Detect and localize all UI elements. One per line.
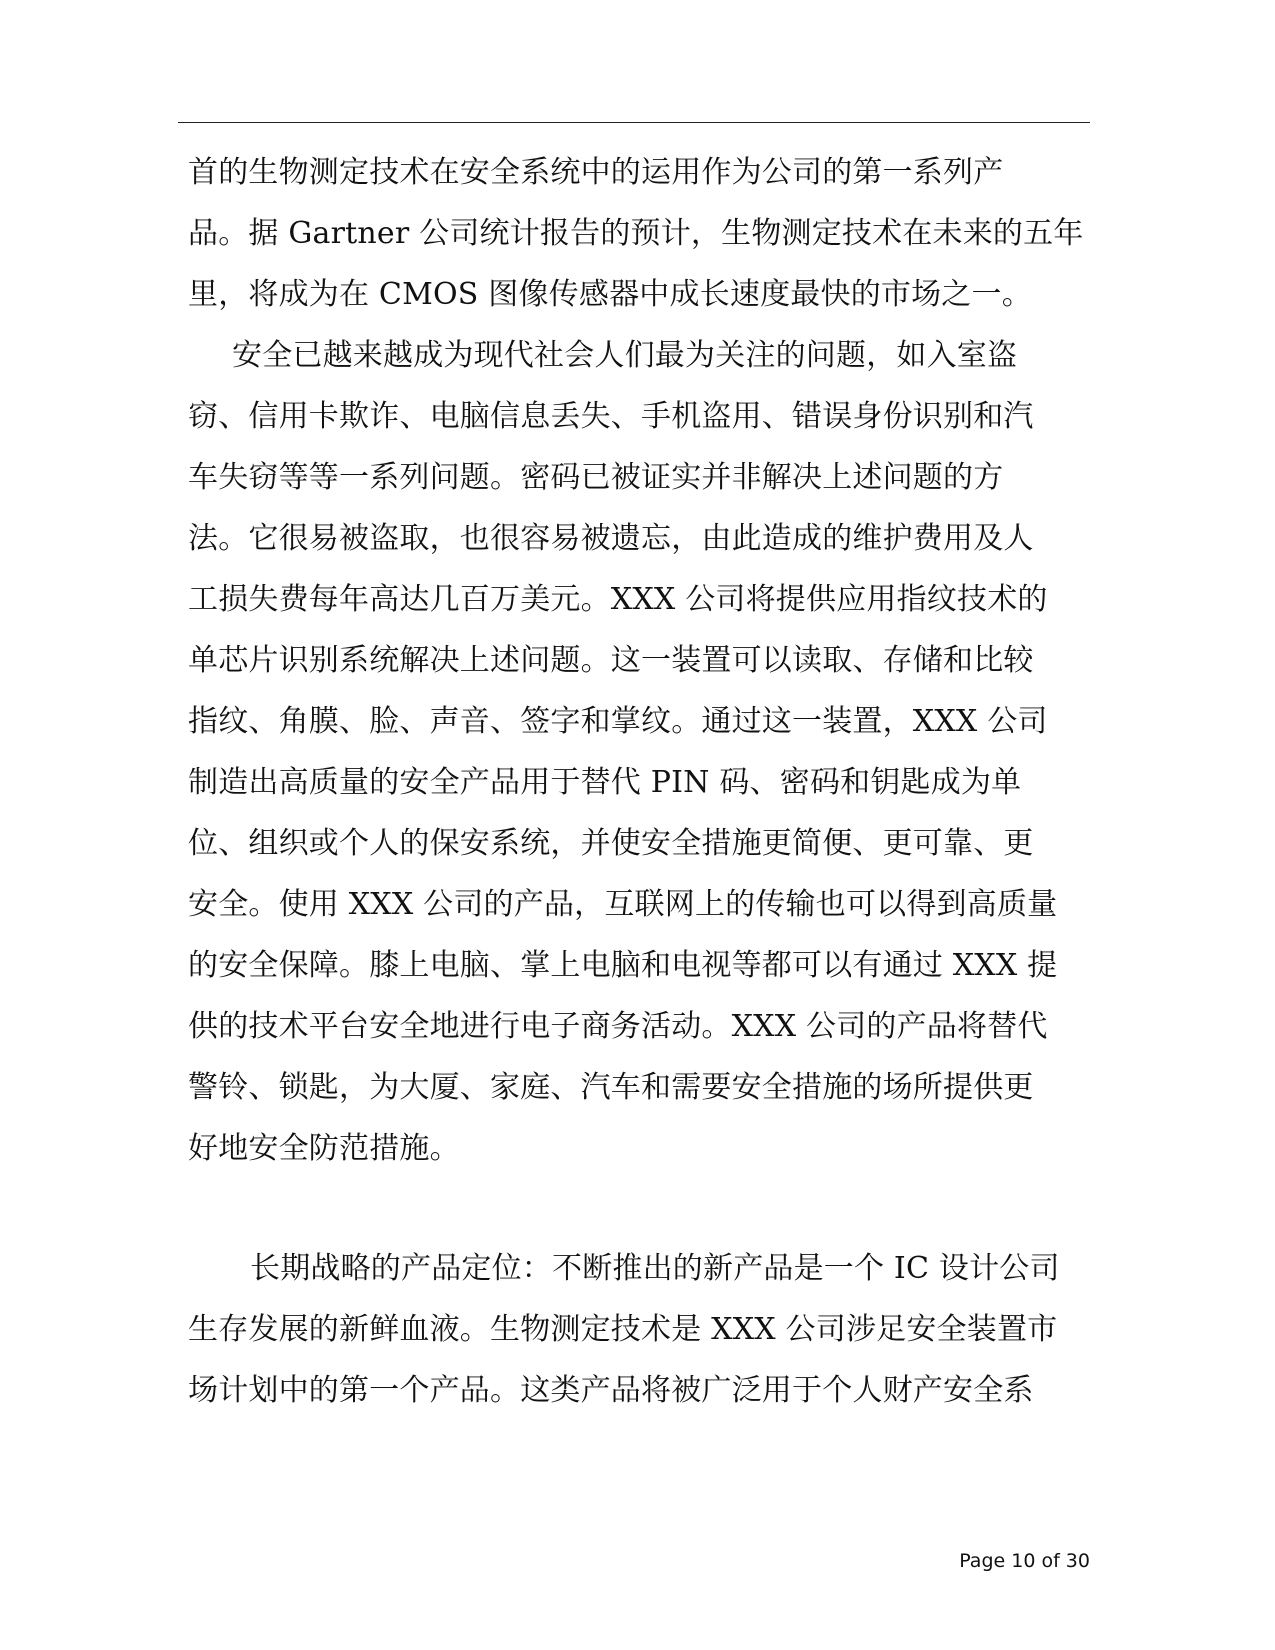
text-line: 的安全保障。膝上电脑、掌上电脑和电视等都可以有通过 XXX 提 xyxy=(188,948,1058,983)
text-line: 里，将成为在 CMOS 图像传感器中成长速度最快的市场之一。 xyxy=(188,277,1032,312)
text-line: 长期战略的产品定位：不断推出的新产品是一个 IC 设计公司 xyxy=(250,1251,1060,1286)
document-body xyxy=(188,142,1088,1421)
text-line: 工损失费每年高达几百万美元。XXX 公司将提供应用指纹技术的 xyxy=(188,582,1048,617)
text-line: 警铃、锁匙，为大厦、家庭、汽车和需要安全措施的场所提供更 xyxy=(188,1070,1034,1105)
text-line: 品。据 Gartner 公司统计报告的预计，生物测定技术在未来的五年 xyxy=(188,216,1084,251)
text-line: 好地安全防范措施。 xyxy=(188,1131,460,1166)
paragraph-1 xyxy=(188,142,1088,325)
text-line: 安全。使用 XXX 公司的产品，互联网上的传输也可以得到高质量 xyxy=(188,887,1058,922)
text-line: 法。它很易被盗取，也很容易被遗忘，由此造成的维护费用及人 xyxy=(188,521,1034,556)
text-line: 制造出高质量的安全产品用于替代 PIN 码、密码和钥匙成为单 xyxy=(188,765,1022,800)
text-line: 首的生物测定技术在安全系统中的运用作为公司的第一系列产 xyxy=(188,155,1004,190)
text-line: 车失窃等等一系列问题。密码已被证实并非解决上述问题的方 xyxy=(188,460,1004,495)
text-line: 指纹、角膜、脸、声音、签字和掌纹。通过这一装置，XXX 公司 xyxy=(188,704,1048,739)
paragraph-3 xyxy=(188,1238,1088,1421)
text-line: 场计划中的第一个产品。这类产品将被广泛用于个人财产安全系 xyxy=(188,1373,1034,1408)
text-line: 单芯片识别系统解决上述问题。这一装置可以读取、存储和比较 xyxy=(188,643,1034,678)
text-line: 位、组织或个人的保安系统，并使安全措施更简便、更可靠、更 xyxy=(188,826,1034,861)
page-number: Page 10 of 30 xyxy=(959,1550,1090,1572)
header-rule xyxy=(178,122,1090,123)
text-line: 生存发展的新鲜血液。生物测定技术是 XXX 公司涉足安全装置市 xyxy=(188,1312,1058,1347)
paragraph-spacer xyxy=(188,1179,1088,1238)
text-line: 窃、信用卡欺诈、电脑信息丢失、手机盗用、错误身份识别和汽 xyxy=(188,399,1034,434)
text-line: 安全已越来越成为现代社会人们最为关注的问题，如入室盗 xyxy=(232,338,1018,373)
paragraph-2 xyxy=(188,325,1088,1179)
text-line: 供的技术平台安全地进行电子商务活动。XXX 公司的产品将替代 xyxy=(188,1009,1048,1044)
